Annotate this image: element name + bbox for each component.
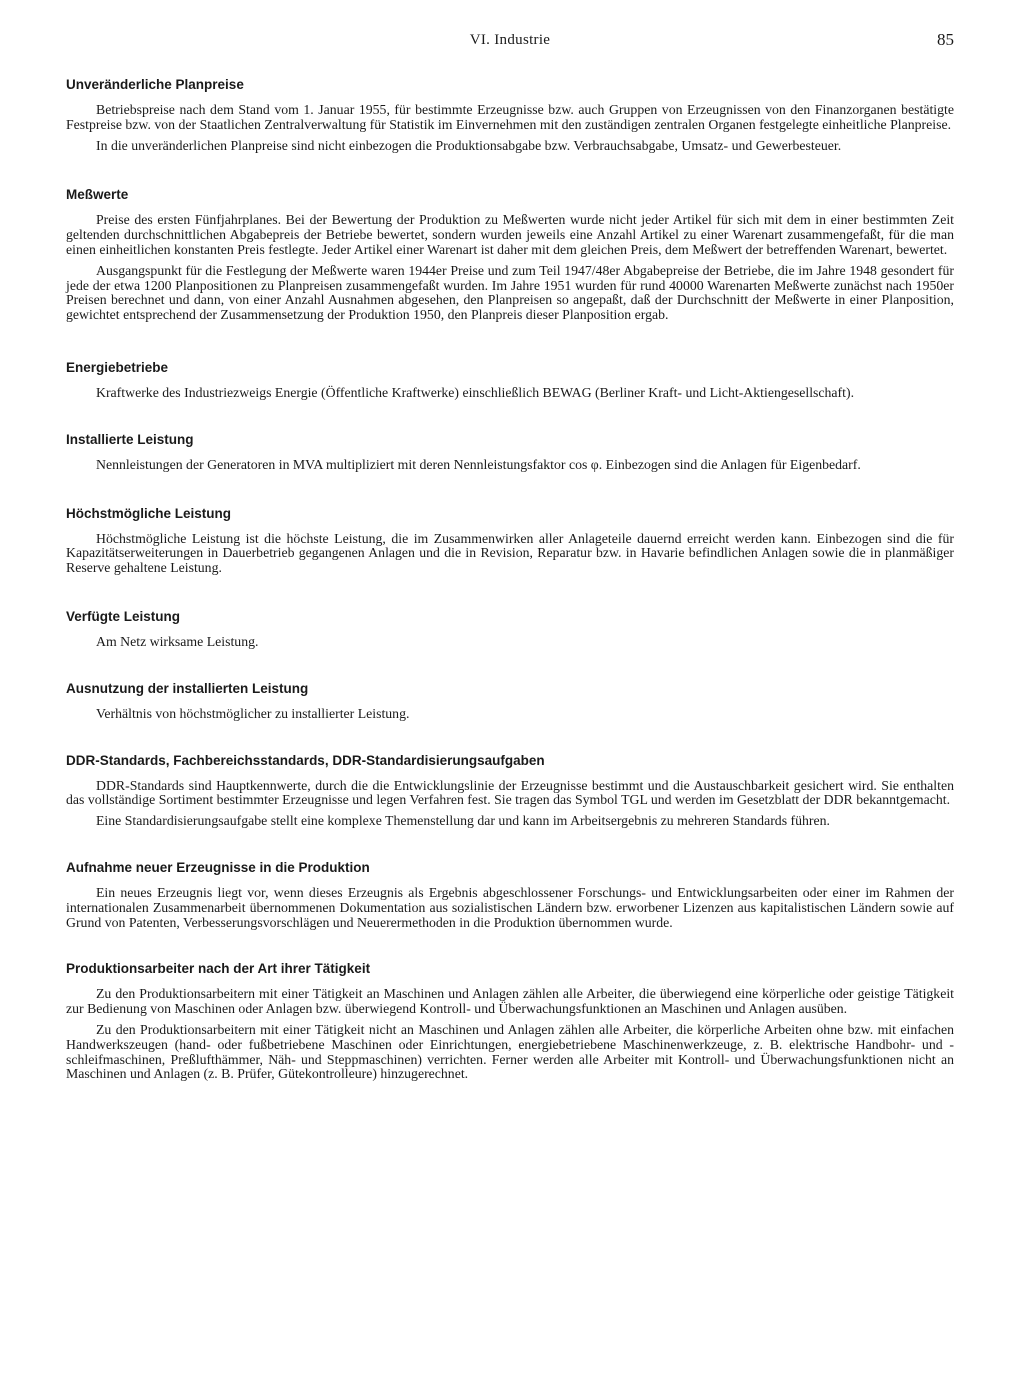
paragraph: Ein neues Erzeugnis liegt vor, wenn dieses Erzeugnis als Ergebnis abgeschlossener Forschungs- und Entwicklungsarbeiten oder einer im Rahmen der internationalen Zusammenarbeit übernommenen Dokumentation aus sozialistischen Ländern bzw. erworbener Lizenzen aus kapitalistischen Ländern sowie auf Grund von Patenten, Verbesserungsvorschlägen und Neuerermethoden in die Produktion übernommen wurde. [66, 884, 954, 930]
paragraph: Betriebspreise nach dem Stand vom 1. Januar 1955, für bestimmte Erzeugnisse bzw. auch Gruppen von Erzeugnissen von den Finanzorganen bestätigte Festpreise bzw. von der Staatlichen Zentralverwaltung für Statistik im Einvernehmen mit den zuständigen zentralen Organen festgelegte einheitliche Planpreise. [66, 102, 954, 132]
section-verfuegte-leistung [66, 608, 954, 650]
chapter-title: VI. Industrie [469, 32, 551, 48]
paragraph: Verhältnis von höchstmöglicher zu installierter Leistung. [96, 705, 410, 721]
section-ddr-standards [66, 752, 954, 829]
paragraph: Nennleistungen der Generatoren in MVA multipliziert mit deren Nennleistungsfaktor cos φ. Einbezogen sind die Anlagen für Eigenbedarf. [96, 456, 861, 472]
section-heading: Meßwerte [66, 187, 129, 203]
paragraph: Zu den Produktionsarbeitern mit einer Tätigkeit nicht an Maschinen und Anlagen zählen alle Arbeiter, die körperliche Arbeiten ohne bzw. mit einfachen Handwerkszeugen (hand- oder fußbetriebene Maschinen oder Einrichtungen, energiebetriebene Maschinenwerkzeuge, z. B. elektrische Handbohr- und -schleifmaschinen, Preßlufthämmer, Näh- und Steppmaschinen) verrichten. Ferner werden alle Arbeiter mit Kontroll- und Überwachungsfunktionen nicht an Maschinen und Anlagen (z. B. Prüfer, Gütekontrolleure) hinzugerechnet. [66, 1021, 954, 1082]
page-number: 85 [937, 30, 954, 49]
section-hoechstmoegliche-leistung [66, 505, 954, 576]
section-messwerte [66, 186, 954, 323]
paragraph: Eine Standardisierungsaufgabe stellt eine komplexe Themenstellung dar und kann im Arbeitsergebnis zu mehreren Standards führen. [96, 813, 830, 829]
paragraph: Am Netz wirksame Leistung. [96, 633, 259, 649]
section-heading: Höchstmögliche Leistung [66, 505, 232, 521]
section-heading: Installierte Leistung [66, 431, 194, 447]
paragraph: Zu den Produktionsarbeitern mit einer Tätigkeit an Maschinen und Anlagen zählen alle Arbeiter, die überwiegend eine körperliche oder geistige Tätigkeit zur Bedienung von Maschinen oder Anlagen bzw. überwiegend Kontroll- und Überwachungsfunktionen an Maschinen und Anlagen ausüben. [66, 986, 954, 1017]
section-heading: Energiebetriebe [66, 359, 169, 375]
section-ausnutzung [66, 680, 954, 722]
paragraph: Ausgangspunkt für die Festlegung der Meßwerte waren 1944er Preise und zum Teil 1947/48er Abgabepreise der Betriebe, die im Jahre 1948 gesondert für jede der etwa 1200 Planpositionen zu Planpreisen zusammengefaßt wurden. Im Jahre 1951 wurden für rund 40000 Warenarten Meßwerte zunächst nach 1950er Preisen berechnet und dann, von einer Anzahl Ausnahmen abgesehen, den Planpreisen so angepaßt, daß der Durchschnitt der Meßwerte in einer Planposition, gewichtet entsprechend der Zusammensetzung der Produktion 1950, den Planpreis dieser Planposition ergab. [66, 262, 954, 323]
section-heading: Produktionsarbeiter nach der Art ihrer Tätigkeit [66, 961, 371, 977]
section-aufnahme-neuer-erzeugnisse [66, 859, 954, 930]
section-energiebetriebe [66, 359, 954, 401]
section-unveraenderliche-planpreise [66, 76, 954, 153]
section-heading: DDR-Standards, Fachbereichsstandards, DDR-Standardisierungsaufgaben [66, 752, 545, 768]
section-heading: Ausnutzung der installierten Leistung [66, 680, 309, 696]
section-installierte-leistung [66, 431, 954, 473]
section-heading: Verfügte Leistung [66, 608, 181, 624]
paragraph: In die unveränderlichen Planpreise sind nicht einbezogen die Produktionsabgabe bzw. Verbrauchsabgabe, Umsatz- und Gewerbesteuer. [96, 137, 842, 153]
paragraph: Höchstmögliche Leistung ist die höchste Leistung, die im Zusammenwirken aller Anlageteile dauernd erreicht werden kann. Einbezogen sind die für Kapazitätserweiterungen in Dauerbetrieb gegangenen Anlagen und die in Revision, Reparatur bzw. in Havarie befindlichen Anlagen sowie die in planmäßiger Reserve gehaltene Leistung. [66, 530, 954, 576]
paragraph: DDR-Standards sind Hauptkennwerte, durch die die Entwicklungslinie der Erzeugnisse bestimmt und die Austauschbarkeit gesichert wird. Sie enthalten das vollständige Sortiment bestimmter Erzeugnisse und legen Verfahren fest. Sie tragen das Symbol TGL und werden im Gesetzblatt der DDR bekanntgemacht. [66, 777, 954, 808]
paragraph: Kraftwerke des Industriezweigs Energie (Öffentliche Kraftwerke) einschließlich BEWAG (Berliner Kraft- und Licht-Aktiengesellschaft). [96, 384, 855, 400]
section-heading: Unveränderliche Planpreise [66, 77, 244, 92]
paragraph: Preise des ersten Fünfjahrplanes. Bei der Bewertung der Produktion zu Meßwerten wurde nicht jeder Artikel für sich mit dem in einer bestimmten Zeit geltenden durchschnittlichen Abgabepreis der Betriebe bewertet, sondern wurden jeweils eine Anzahl Artikel zu einer Warenart zusammengefaßt, für die man einen einheitlichen konstanten Preis festlegte. Jeder Artikel einer Warenart ist daher mit dem gleichen Preis, dem Meßwert der betreffenden Warenart, bewertet. [66, 212, 954, 257]
running-head [66, 30, 954, 54]
section-heading: Aufnahme neuer Erzeugnisse in die Produktion [66, 859, 370, 875]
document-page [66, 30, 954, 1088]
section-produktionsarbeiter [66, 960, 954, 1082]
